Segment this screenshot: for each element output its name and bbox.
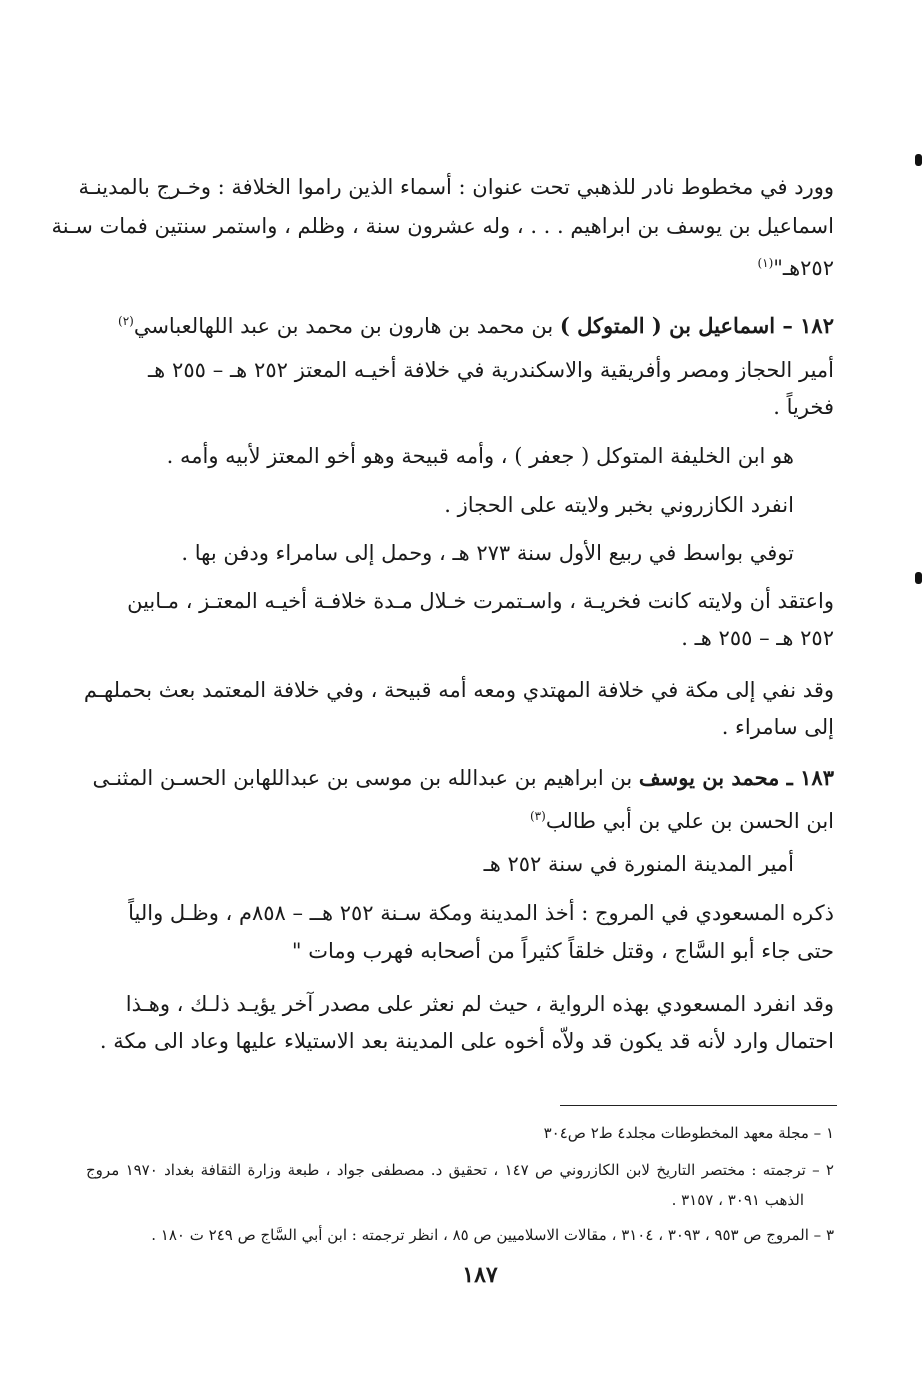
entry-183-heading: ١٨٣ ـ محمد بن يوسف	[638, 765, 834, 790]
paragraph-2-line-1: أمير الحجاز ومصر وأفريقية والاسكندرية في خلافة أخيـه المعتز ٢٥٢ هـ – ٢٥٥ هـ	[148, 358, 834, 382]
page-number: ١٨٧	[462, 1262, 498, 1288]
binding-hole-mark	[915, 154, 922, 166]
paragraph-1-line-2: اسماعيل بن يوسف بن ابراهيم . . . ، وله عشرون سنة ، وظلم ، واستمر سنتين فمات سـنة	[51, 214, 834, 238]
paragraph-7-line-1: وقد نفي إلى مكة في خلافة المهتدي ومعه أمه قبيحة ، وفي خلافة المعتمد بعث بحملهـم	[83, 678, 834, 702]
paragraph-8: أمير المدينة المنورة في سنة ٢٥٢ هـ	[483, 852, 794, 876]
paragraph-9-line-2: حتى جاء أبو السَّاج ، وقتل خلقاً كثيراً من أصحابه فهرب ومات "	[291, 939, 834, 963]
hijri-date: ٢٥٢هـ"	[773, 256, 834, 280]
paragraph-2-line-2: فخرياً .	[773, 395, 834, 419]
paragraph-10-line-2: احتمال وارد لأنه قد يكون قد ولاّه أخوه على المدينة بعد الاستيلاء عليها وعاد الى مكة .	[99, 1029, 834, 1053]
footnote-1: ١ – مجلة معهد المخطوطات مجلد٤ ط٢ ص٣٠٤	[543, 1124, 834, 1142]
footnote-2-line-2: الذهب ٣٠٩١ ، ٣١٥٧ .	[671, 1191, 804, 1209]
footnote-separator	[560, 1105, 837, 1106]
entry-182-title	[118, 306, 834, 341]
entry-183-lineage-continued: ابن الحسن بن علي بن أبي طالب	[545, 809, 834, 833]
paragraph-6-line-1: واعتقد أن ولايته كانت فخريـة ، واسـتمرت خـلال مـدة خلافـة أخيـه المعتـز ، مـابين	[127, 589, 834, 613]
paragraph-9-line-1: ذكره المسعودي في المروج : أخذ المدينة ومكة سـنة ٢٥٢ هــ – ٨٥٨م ، وظـل والياً	[128, 901, 834, 925]
paragraph-6-line-2: ٢٥٢ هـ – ٢٥٥ هـ .	[681, 626, 834, 650]
paragraph-10-line-1: وقد انفرد المسعودي بهذه الرواية ، حيث لم نعثر على مصدر آخر يؤيـد ذلـك ، وهـذا	[125, 992, 834, 1016]
binding-hole-mark	[915, 572, 922, 584]
entry-183-title	[92, 763, 834, 793]
paragraph-1-line-3	[757, 248, 834, 283]
entry-182-heading: ١٨٢ – اسماعيل بن ( المتوكل )	[559, 313, 834, 338]
paragraph-4: انفرد الكازروني بخبر ولايته على الحجاز .	[444, 493, 794, 517]
footnote-ref-2: (٢)	[118, 314, 134, 328]
footnote-2-line-1: ٢ – ترجمته : مختصر التاريخ لابن الكازروني ص ١٤٧ ، تحقيق د. مصطفى جواد ، طبعة وزارة الثقافة بغداد ١٩٧٠ مروج	[86, 1161, 834, 1179]
entry-183-line-2	[530, 801, 834, 836]
paragraph-1-line-1: وورد في مخطوط نادر للذهبي تحت عنوان : أسماء الذين راموا الخلافة : وخـرج بالمدينـة	[78, 175, 834, 199]
entry-183-lineage: بن ابراهيم بن عبدالله بن موسى بن عبداللهابن الحسـن المثنـى	[92, 766, 633, 790]
footnote-ref-3: (٣)	[529, 809, 546, 823]
footnote-ref-1: (١)	[757, 256, 774, 270]
paragraph-3: هو ابن الخليفة المتوكل ( جعفر ) ، وأمه قبيحة وهو أخو المعتز لأبيه وأمه .	[166, 444, 794, 468]
entry-182-lineage: بن محمد بن هارون بن محمد بن عبد اللهالعباسي	[133, 314, 554, 338]
footnote-3: ٣ – المروج ص ٩٥٣ ، ٣٠٩٣ ، ٣١٠٤ ، مقالات الاسلاميين ص ٨٥ ، انظر ترجمته : ابن أبي السَّاج ص ٢٤٩ ت ١٨٠ .	[151, 1226, 834, 1244]
paragraph-5: توفي بواسط في ربيع الأول سنة ٢٧٣ هـ ، وحمل إلى سامراء ودفن بها .	[181, 541, 794, 565]
paragraph-7-line-2: إلى سامراء .	[721, 715, 834, 739]
